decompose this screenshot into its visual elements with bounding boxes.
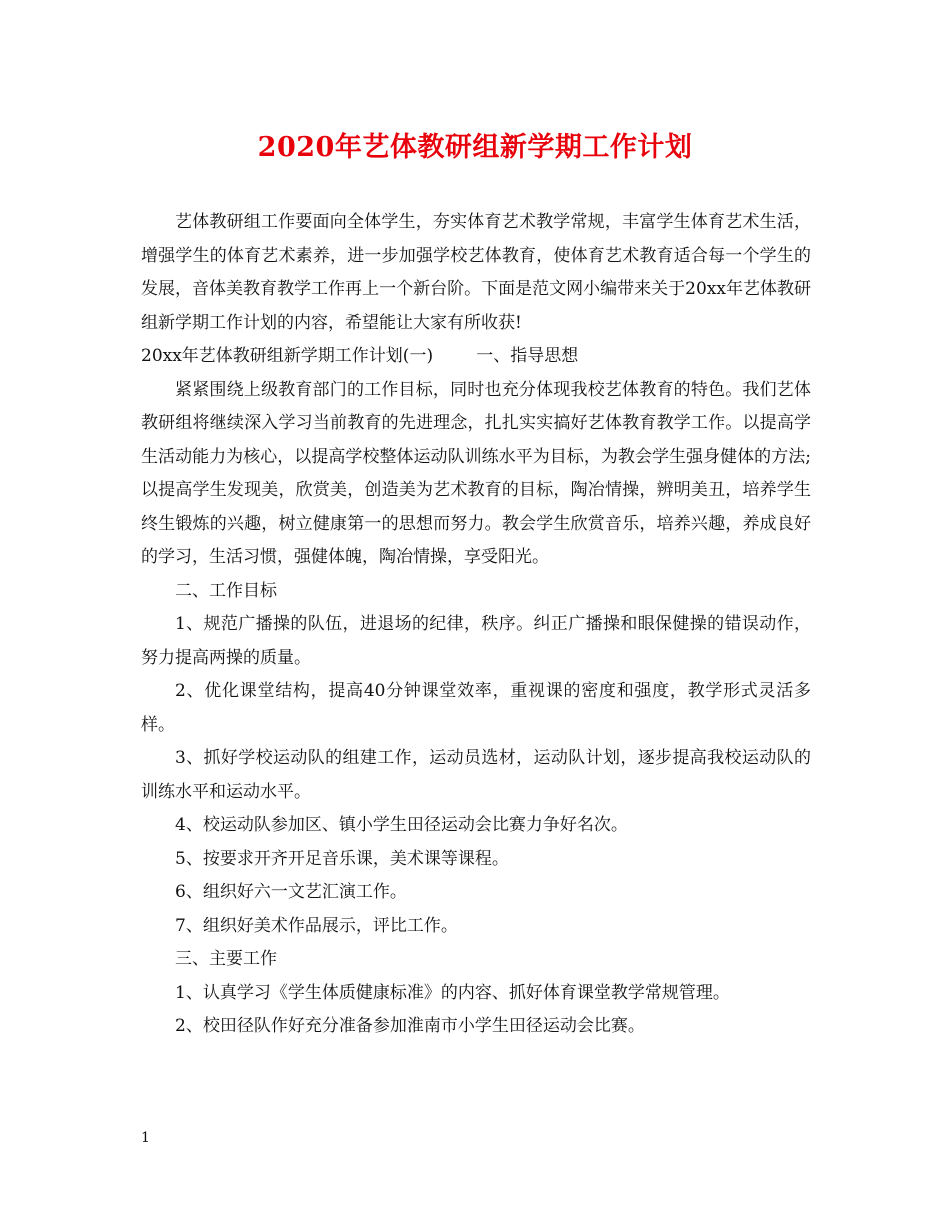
plan-one-heading: 20xx年艺体教研组新学期工作计划(一) 一、指导思想 xyxy=(141,346,579,366)
document-body xyxy=(141,206,811,1044)
goal-item: 6、组织好六一文艺汇演工作。 xyxy=(175,882,407,902)
goal-item: 5、按要求开齐开足音乐课，美术课等课程。 xyxy=(175,848,509,869)
goal-item: 1、规范广播操的队伍，进退场的纪律，秩序。纠正广播操和眼保健操的错误动作，努力提高两操的质量。 xyxy=(141,614,811,668)
guiding-thought-paragraph: 紧紧围绕上级教育部门的工作目标，同时也充分体现我校艺体教育的特色。我们艺体教研组将继续深入学习当前教育的先进理念，扎扎实实搞好艺体教育教学工作。以提高学生活动能力为核心，以提高学校整体运动队训练水平为目标，为教会学生强身健体的方法;以提高学生发现美，欣赏美，创造美为艺术教育的目标，陶冶情操，辨明美丑，培养学生终生锻炼的兴趣，树立健康第一的思想而努力。教会学生欣赏音乐，培养兴趣，养成良好的学习，生活习惯，强健体魄，陶冶情操，享受阳光。 xyxy=(141,379,811,567)
intro-paragraph: 艺体教研组工作要面向全体学生，夯实体育艺术教学常规，丰富学生体育艺术生活，增强学生的体育艺术素养，进一步加强学校艺体教育，使体育艺术教育适合每一个学生的发展，音体美教育教学工作再上一个新台阶。下面是范文网小编带来关于20xx年艺体教研组新学期工作计划的内容，希望能让大家有所收获! xyxy=(141,212,811,333)
section-heading-goals: 二、工作目标 xyxy=(175,580,277,601)
page-title: 2020年艺体教研组新学期工作计划 xyxy=(257,132,693,163)
section-heading-main-work: 三、主要工作 xyxy=(175,949,277,969)
goal-item: 2、优化课堂结构，提高40分钟课堂效率，重视课的密度和强度，教学形式灵活多样。 xyxy=(141,681,811,735)
goal-item: 4、校运动队参加区、镇小学生田径运动会比赛力争好名次。 xyxy=(175,815,628,835)
goal-item: 3、抓好学校运动队的组建工作，运动员选材，运动队计划，逐步提高我校运动队的训练水平和运动水平。 xyxy=(141,748,811,802)
work-item: 1、认真学习《学生体质健康标准》的内容、抓好体育课堂教学常规管理。 xyxy=(175,982,730,1003)
work-item: 2、校田径队作好充分准备参加淮南市小学生田径运动会比赛。 xyxy=(175,1016,645,1036)
page-number: 1 xyxy=(141,1130,150,1146)
goal-item: 7、组织好美术作品展示，评比工作。 xyxy=(175,915,458,936)
